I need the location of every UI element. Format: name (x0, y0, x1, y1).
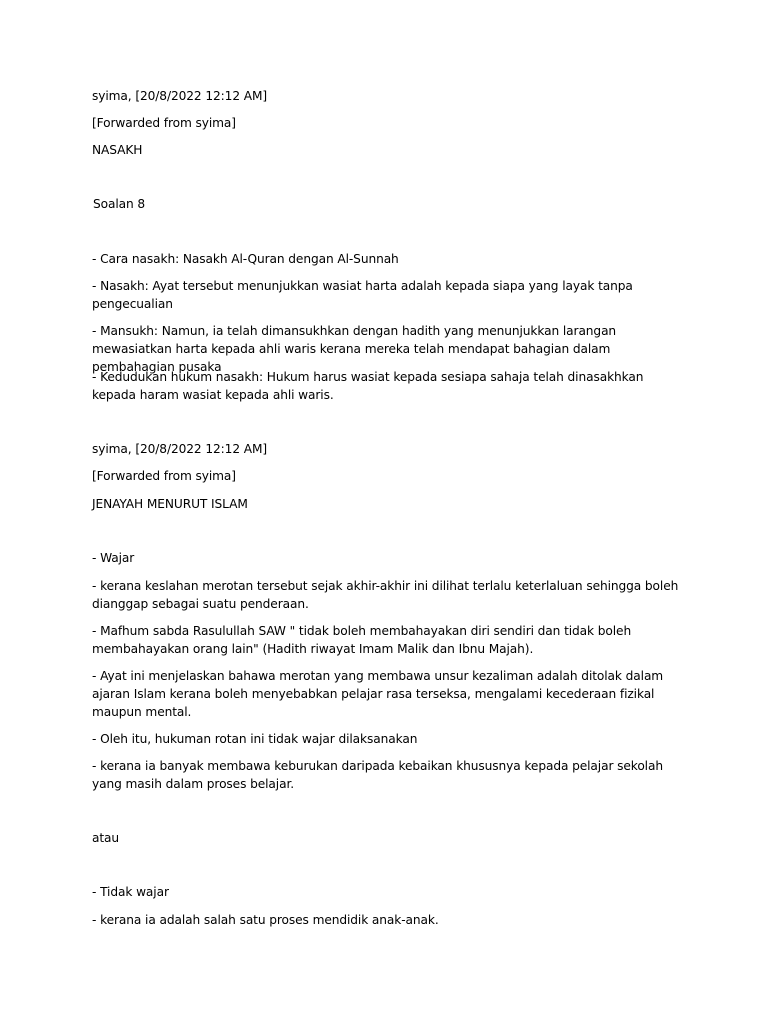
list-item: - Cara nasakh: Nasakh Al-Quran dengan Al-Sunnah (92, 252, 399, 266)
list-item: - kerana keslahan merotan tersebut sejak akhir-akhir ini dilihat terlalu keterlaluan sehingga boleh dianggap sebagai suatu penderaan. (92, 579, 679, 611)
forwarded-note: [Forwarded from syima] (92, 116, 236, 130)
list-item: - Nasakh: Ayat tersebut menunjukkan wasiat harta adalah kepada siapa yang layak tanpa pengecualian (92, 279, 633, 311)
section-heading: NASAKH (92, 143, 143, 157)
list-item: - Oleh itu, hukuman rotan ini tidak wajar dilaksanakan (92, 732, 418, 746)
list-item: - Tidak wajar (92, 885, 169, 899)
list-item: - Mafhum sabda Rasulullah SAW " tidak boleh membahayakan diri sendiri dan tidak boleh membahayakan orang lain" (Hadith riwayat Imam Malik dan Ibnu Majah). (92, 624, 632, 656)
separator-text: atau (92, 831, 120, 845)
message-meta: syima, [20/8/2022 12:12 AM] (92, 89, 268, 103)
message-meta: syima, [20/8/2022 12:12 AM] (92, 442, 268, 456)
list-item: - Mansukh: Namun, ia telah dimansukhkan dengan hadith yang menunjukkan larangan mewasiatkan harta kepada ahli waris kerana mereka telah mendapat bahagian dalam pembahagian pusaka (92, 324, 617, 374)
list-item: - kerana ia adalah salah satu proses mendidik anak-anak. (92, 913, 439, 927)
list-item: - Ayat ini menjelaskan bahawa merotan yang membawa unsur kezaliman adalah ditolak dalam ajaran Islam kerana boleh menyebabkan pelajar rasa terseksa, mengalami kecederaan fizikal maupun mental. (92, 669, 664, 719)
list-item: - kerana ia banyak membawa keburukan daripada kebaikan khususnya kepada pelajar sekolah yang masih dalam proses belajar. (92, 759, 663, 791)
question-label: Soalan 8 (93, 197, 146, 211)
forwarded-note: [Forwarded from syima] (92, 469, 236, 483)
section-heading: JENAYAH MENURUT ISLAM (92, 497, 248, 511)
list-item: - Kedudukan hukum nasakh: Hukum harus wasiat kepada sesiapa sahaja telah dinasakhkan kepada haram wasiat kepada ahli waris. (92, 370, 644, 402)
list-item: - Wajar (92, 551, 135, 565)
